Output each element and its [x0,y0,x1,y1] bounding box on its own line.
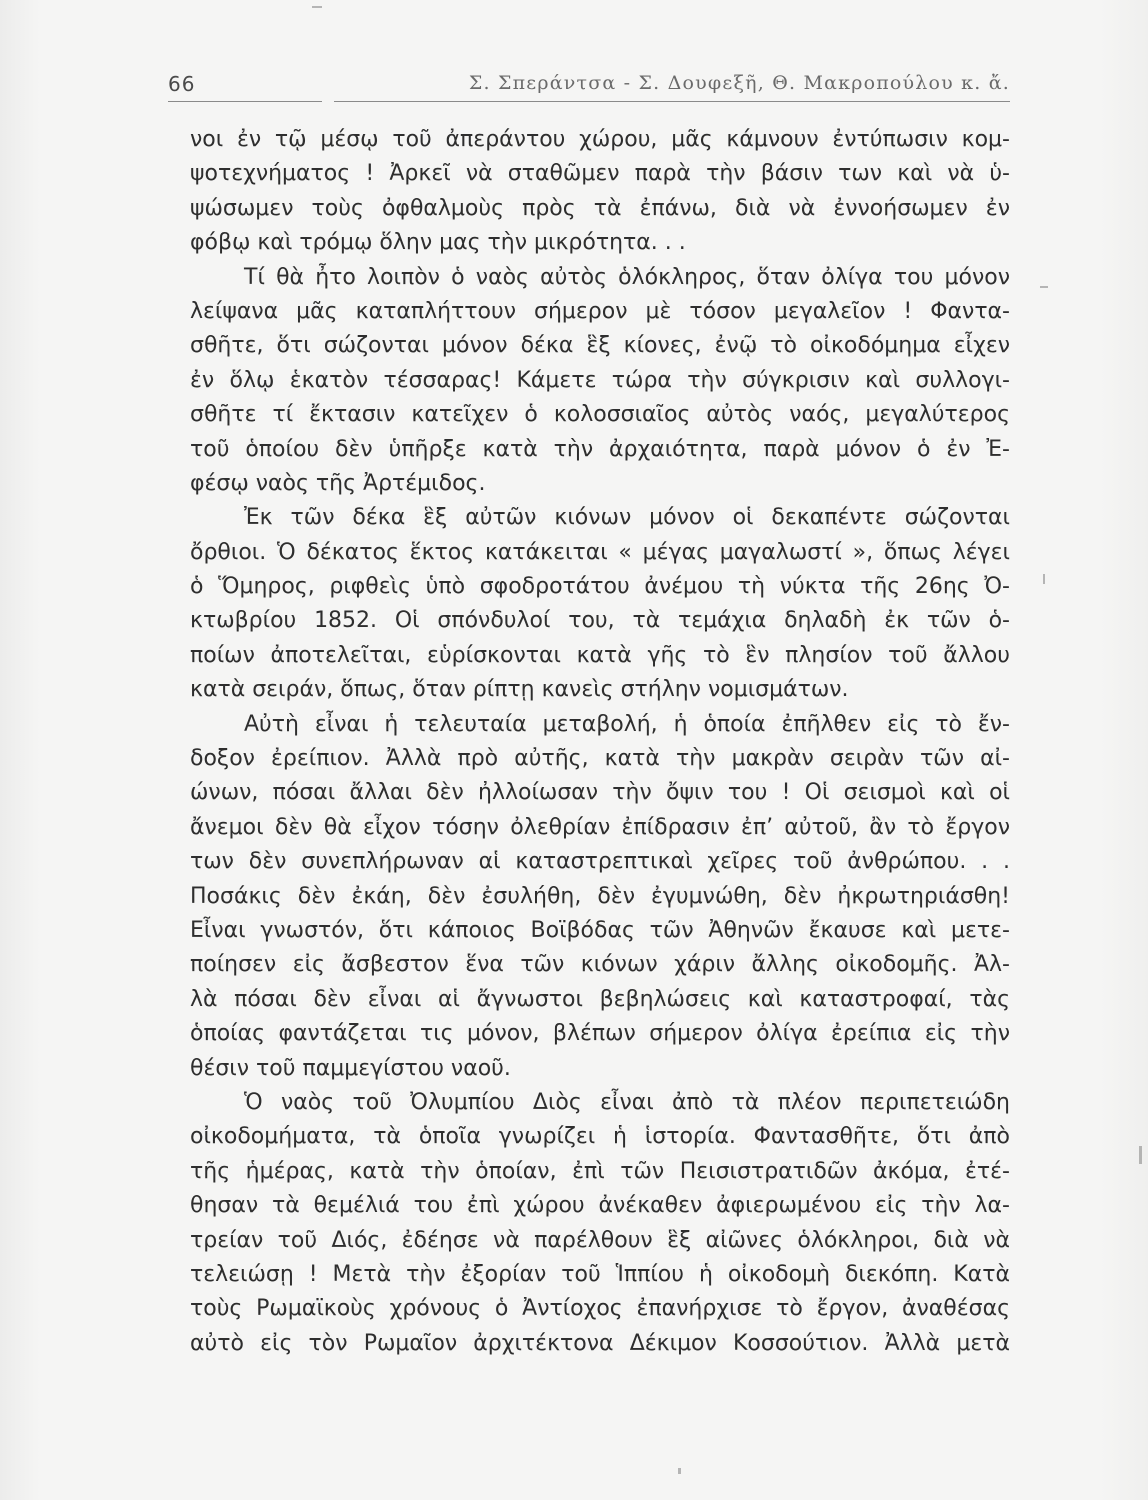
running-header [168,70,1010,106]
header-rule [334,101,1010,102]
body-text [190,123,1010,1361]
running-title: Σ. Σπεράντσα - Σ. Δουφεξῆ, Θ. Μακροπούλου κ. ἄ. [468,72,1010,94]
text-line: κτωβρίου 1852. Οἱ σπόνδυλοί του, τὰ τεμάχια δηλαδὴ ἐκ τῶν ὁ- [190,608,1010,634]
text-line: Εἶναι γνωστόν, ὅτι κάποιος Βοϊβόδας τῶν Ἀθηνῶν ἔκαυσε καὶ μετε- [190,917,1010,943]
paragraph [190,261,1010,502]
text-line: Αὐτὴ εἶναι ἡ τελευταία μεταβολή, ἡ ὁποία ἐπῆλθεν εἰς τὸ ἔν- [244,711,1010,737]
paragraph [190,1086,1010,1361]
text-line: κατὰ σειράν, ὅπως, ὅταν ρίπτῃ κανεὶς στήλην νομισμάτων. [190,677,849,703]
text-line: σθῆτε, ὅτι σώζονται μόνον δέκα ἓξ κίονες, ἐνῷ τὸ οἰκοδόμημα εἶχεν [190,333,1010,359]
scan-speck [678,1468,681,1474]
text-line: Ἐκ τῶν δέκα ἓξ αὐτῶν κιόνων μόνον οἱ δεκαπέντε σώζονται [244,505,1010,531]
text-line: ψοτεχνήματος ! Ἀρκεῖ νὰ σταθῶμεν παρὰ τὴν βάσιν των καὶ νὰ ὑ- [190,161,1010,187]
text-line: ποίησεν εἰς ἄσβεστον ἕνα τῶν κιόνων χάριν ἄλλης οἰκοδομῆς. Ἀλ- [190,952,1010,978]
text-line: οἰκοδομήματα, τὰ ὁποῖα γνωρίζει ἡ ἱστορία. Φαντασθῆτε, ὅτι ἀπὸ [190,1124,1010,1150]
text-line: ἄνεμοι δὲν θὰ εἶχον τόσην ὀλεθρίαν ἐπίδρασιν ἐπ’ αὐτοῦ, ἂν τὸ ἔργον [190,814,1010,840]
page-number: 66 [168,72,196,96]
text-line: θησαν τὰ θεμέλιά του ἐπὶ χώρου ἀνέκαθεν ἀφιερωμένου εἰς τὴν λα- [190,1193,1010,1219]
text-line: τοῦ ὁποίου δὲν ὑπῆρξε κατὰ τὴν ἀρχαιότητα, παρὰ μόνον ὁ ἐν Ἐ- [190,436,1010,462]
text-line: σθῆτε τί ἔκτασιν κατεῖχεν ὁ κολοσσιαῖος αὐτὸς ναός, μεγαλύτερος [190,402,1010,428]
text-line: νοι ἐν τῷ μέσῳ τοῦ ἀπεράντου χώρου, μᾶς κάμνουν ἐντύπωσιν κομ- [190,127,1010,152]
text-line: τῆς ἡμέρας, κατὰ τὴν ὁποίαν, ἐπὶ τῶν Πεισιστρατιδῶν ἀκόμα, ἐτέ- [190,1158,1010,1184]
paragraph [190,123,1010,261]
scan-speck [1040,286,1048,288]
paragraph [190,708,1010,1086]
text-line: Ποσάκις δὲν ἐκάη, δὲν ἐσυλήθη, δὲν ἐγυμνώθη, δὲν ἠκρωτηριάσθη! [190,883,1010,909]
text-line: λὰ πόσαι δὲν εἶναι αἱ ἄγνωστοι βεβηλώσεις καὶ καταστροφαί, τὰς [190,986,1010,1012]
text-line: ἐν ὅλῳ ἑκατὸν τέσσαρας! Κάμετε τώρα τὴν σύγκρισιν καὶ συλλογι- [190,367,1010,393]
text-line: δοξον ἐρείπιον. Ἀλλὰ πρὸ αὐτῆς, κατὰ τὴν μακρὰν σειρὰν τῶν αἰ- [190,746,1010,772]
text-line: ψώσωμεν τοὺς ὀφθαλμοὺς πρὸς τὰ ἐπάνω, διὰ νὰ ἐννοήσωμεν ἐν [190,195,1010,221]
paragraph [190,501,1010,707]
text-line: Ὁ ναὸς τοῦ Ὀλυμπίου Διὸς εἶναι ἀπὸ τὰ πλέον περιπετειώδη [244,1089,1010,1115]
text-line: των δὲν συνεπλήρωναν αἱ καταστρεπτικαὶ χεῖρες τοῦ ἀνθρώπου. . . [190,849,1010,875]
text-line: Τί θὰ ἦτο λοιπὸν ὁ ναὸς αὐτὸς ὁλόκληρος, ὅταν ὀλίγα του μόνον [244,264,1010,290]
text-line: ὁποίας φαντάζεται τις μόνον, βλέπων σήμερον ὀλίγα ἐρείπια εἰς τὴν [190,1021,1010,1047]
text-line: ὁ Ὅμηρος, ριφθεὶς ὑπὸ σφοδροτάτου ἀνέμου τὴ νύκτα τῆς 26ης Ὀ- [190,574,1010,600]
text-line: αὐτὸ εἰς τὸν Ρωμαῖον ἀρχιτέκτονα Δέκιμον Κοσσούτιον. Ἀλλὰ μετὰ [190,1330,1010,1356]
scan-speck [1043,574,1045,584]
text-line: ὄρθιοι. Ὁ δέκατος ἕκτος κατάκειται « μέγας μαγαλωστί », ὅπως λέγει [190,539,1010,565]
text-line: φόβῳ καὶ τρόμῳ ὅλην μας τὴν μικρότητα. . . [190,230,686,256]
text-line: ποίων ἀποτελεῖται, εὑρίσκονται κατὰ γῆς τὸ ἓν πλησίον τοῦ ἄλλου [190,642,1010,668]
text-line: θέσιν τοῦ παμμεγίστου ναοῦ. [190,1055,511,1081]
text-line: τελειώσῃ ! Μετὰ τὴν ἐξορίαν τοῦ Ἱππίου ἡ οἰκοδομὴ διεκόπη. Κατὰ [190,1261,1010,1287]
text-line: τοὺς Ρωμαϊκοὺς χρόνους ὁ Ἀντίοχος ἐπανήρχισε τὸ ἔργον, ἀναθέσας [190,1296,1010,1322]
scan-speck [312,6,322,8]
text-line: λείψανα μᾶς καταπλήττουν σήμερον μὲ τόσον μεγαλεῖον ! Φαντα- [190,298,1010,324]
text-line: φέσῳ ναὸς τῆς Ἀρτέμιδος. [190,470,486,496]
header-rule [168,101,322,102]
text-line: ώνων, πόσαι ἄλλαι δὲν ἠλλοίωσαν τὴν ὄψιν του ! Οἱ σεισμοὶ καὶ οἱ [190,780,1010,806]
scan-speck [1139,1146,1142,1164]
text-line: τρείαν τοῦ Διός, ἐδέησε νὰ παρέλθουν ἓξ αἰῶνες ὁλόκληροι, διὰ νὰ [190,1227,1010,1253]
